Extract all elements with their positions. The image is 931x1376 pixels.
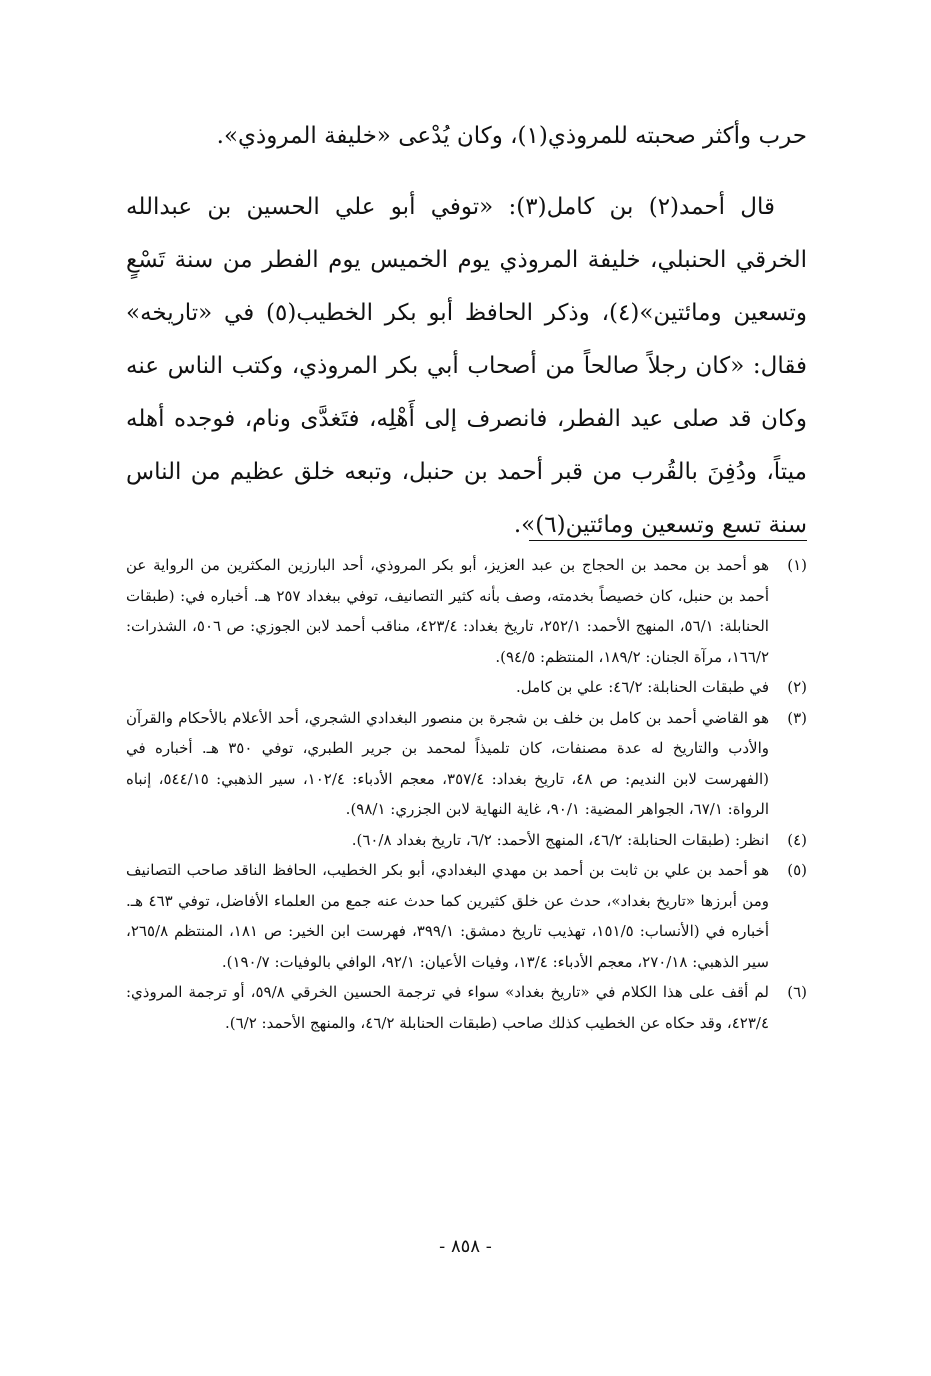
footnote-number: (٢) xyxy=(787,678,807,696)
footnote-divider xyxy=(529,540,807,541)
page-number: - ٨٥٨ - xyxy=(439,1236,492,1257)
footnote-1 xyxy=(126,550,807,672)
main-paragraph-2: قال أحمد(٢) بن كامل(٣): «توفي أبو علي الحسين بن عبدالله الخرقي الحنبلي، خليفة المروذي يوم الخميس يوم الفطر من سنة تَسْعٍ وتسعين ومائتين»(٤)، وذكر الحافظ أبو بكر الخطيب(٥) في «تاريخه» فقال: «كان رجلاً صالحاً من أصحاب أبي بكر المروذي، وكتب الناس عنه وكان قد صلى عيد الفطر، فانصرف إلى أَهْلِه، فتَغدَّى ونام، فوجده أهله ميتاً، ودُفِنَ بالقُرب من قبر أحمد بن حنبل، وتبعه خلق عظيم من الناس سنة تسع وتسعين ومائتين(٦)». xyxy=(126,194,807,538)
main-text xyxy=(126,110,807,552)
footnote-3 xyxy=(126,703,807,825)
main-paragraph-1: حرب وأكثر صحبته للمروذي(١)، وكان يُدْعى «خليفة المروذي». xyxy=(216,123,807,149)
footnote-2 xyxy=(126,672,807,703)
footnote-6 xyxy=(126,977,807,1038)
footnote-4 xyxy=(126,825,807,856)
footnote-text: هو أحمد بن علي بن ثابت بن أحمد بن مهدي البغدادي، أبو بكر الخطيب، الحافظ الناقد صاحب التصانيف ومن أبرزها «تاريخ بغداد»، حدث عن خلق كثيرين كما حدث عنه جمع من العلماء الأفاضل، توفي ٤٦٣ هـ. أخباره في (الأنساب: ١٥١/٥، تهذيب تاريخ دمشق: ٣٩٩/١، فهرست ابن الخير: ص ١٨١، المنتظم ٢٦٥/٨، سير الذهبي: ٢٧٠/١٨، معجم الأدباء: ١٣/٤، وفيات الأعيان: ٩٢/١، الوافي بالوفيات: ١٩٠/٧). xyxy=(126,861,770,971)
footnote-number: (١) xyxy=(787,556,807,574)
footnote-text: هو أحمد بن محمد بن الحجاج بن عبد العزيز، أبو بكر المروذي، أحد البارزين المكثرين من الرواية عن أحمد بن حنبل، كان خصيصاً بخدمته، وصف بأنه كثير التصانيف، توفي ببغداد ٢٥٧ هـ. أخباره في: (طبقات الحنابلة: ٥٦/١، المنهج الأحمد: ٢٥٢/١، تاريخ بغداد: ٤٢٣/٤، مناقب أحمد لابن الجوزي: ص ٥٠٦، الشذرات: ١٦٦/٢، مرآة الجنان: ١٨٩/٢، المنتظم: ٩٤/٥). xyxy=(126,556,769,666)
footnote-text: في طبقات الحنابلة: ٤٦/٢: علي بن كامل. xyxy=(516,678,769,696)
footnote-number: (٣) xyxy=(787,708,807,727)
footnote-5 xyxy=(126,855,807,977)
footnote-number: (٤) xyxy=(787,830,807,849)
footnote-number: (٥) xyxy=(787,861,807,879)
footnote-text: انظر: (طبقات الحنابلة: ٤٦/٢، المنهج الأحمد: ٦/٢، تاريخ بغداد ٦٠/٨). xyxy=(351,830,769,849)
footnote-text: هو القاضي أحمد بن كامل بن خلف بن شجرة بن منصور البغدادي الشجري، أحد الأعلام بالأحكام والقرآن والأدب والتاريخ له عدة مصنفات، كان تلميذاً لمحمد بن جرير الطبري، توفي ٣٥٠ هـ. أخباره في (الفهرست لابن النديم: ص ٤٨، تاريخ بغداد: ٣٥٧/٤، معجم الأدباء: ١٠٢/٤، سير الذهبي: ٥٤٤/١٥، إنباه الرواة: ٦٧/١، الجواهر المضية: ٩٠/١، غاية النهاية لابن الجزري: ٩٨/١). xyxy=(126,708,769,818)
footnotes xyxy=(126,550,807,1038)
footnote-number: (٦) xyxy=(787,983,807,1001)
footnote-text: لم أقف على هذا الكلام في «تاريخ بغداد» سواء في ترجمة الحسين الخرقي ٥٩/٨، أو ترجمة المروذي: ٤٢٣/٤، وقد حكاه عن الخطيب كذلك صاحب (طبقات الحنابلة ٤٦/٢، والمنهج الأحمد: ٦/٢). xyxy=(126,983,769,1032)
